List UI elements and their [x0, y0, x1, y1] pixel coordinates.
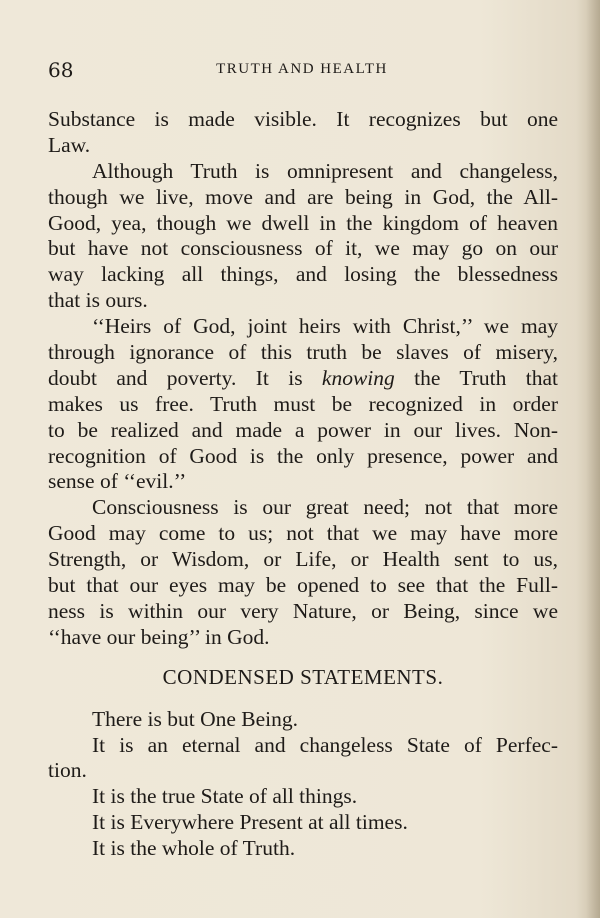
text-line: recognition of Good is the only presence, power and — [48, 443, 558, 468]
text-line: Good may come to us; not that we may have more — [48, 521, 558, 546]
statement-line: There is but One Being. — [92, 706, 298, 731]
statement-line: It is Everywhere Present at all times. — [92, 810, 408, 835]
text-line: ness is within our very Nature, or Being, since we — [48, 598, 558, 623]
text-line: but have not consciousness of it, we may go on our — [48, 236, 558, 261]
statement-line: It is the true State of all things. — [92, 784, 358, 809]
text-line: ‘‘Heirs of God, joint heirs with Christ,’’ we may — [92, 314, 558, 339]
statement-line: tion. — [48, 758, 87, 783]
text-line: Substance is made visible. It recognizes but one — [48, 107, 558, 131]
text-fragment: the Truth that — [394, 365, 558, 390]
page-header — [48, 58, 556, 84]
text-fragment: doubt and poverty. It is — [48, 365, 322, 390]
body-text — [48, 107, 558, 862]
text-line: Although Truth is omnipresent and changeless, — [92, 158, 558, 183]
text-line: to be realized and made a power in our lives. Non- — [48, 417, 558, 442]
section-heading: CONDENSED STATEMENTS. — [162, 664, 444, 689]
text-line: Strength, or Wisdom, or Life, or Health sent to us, — [48, 547, 558, 572]
page-number: 68 — [48, 58, 74, 82]
statement-line: It is an eternal and changeless State of Perfec- — [92, 732, 558, 757]
statement-line: It is the whole of Truth. — [92, 836, 296, 861]
text-line: Consciousness is our great need; not that more — [92, 495, 558, 520]
text-line: through ignorance of this truth be slaves of misery, — [48, 340, 558, 365]
running-title: TRUTH AND HEALTH — [216, 61, 388, 77]
emphasized-word: knowing — [321, 365, 395, 390]
text-line: that is ours. — [48, 288, 148, 313]
text-line: way lacking all things, and losing the blessedness — [48, 262, 558, 287]
text-line: sense of ‘‘evil.’’ — [48, 469, 187, 494]
page-edge-shadow — [586, 0, 600, 918]
text-line: Law. — [48, 132, 91, 157]
text-line: ‘‘have our being’’ in God. — [48, 624, 270, 649]
text-line: makes us free. Truth must be recognized in order — [48, 391, 558, 416]
text-line: but that our eyes may be opened to see that the Full- — [48, 573, 558, 598]
text-line: Good, yea, though we dwell in the kingdom of heaven — [48, 210, 558, 235]
text-line: though we live, move and are being in God, the All- — [48, 184, 558, 209]
text-line-with-emphasis — [48, 366, 558, 392]
